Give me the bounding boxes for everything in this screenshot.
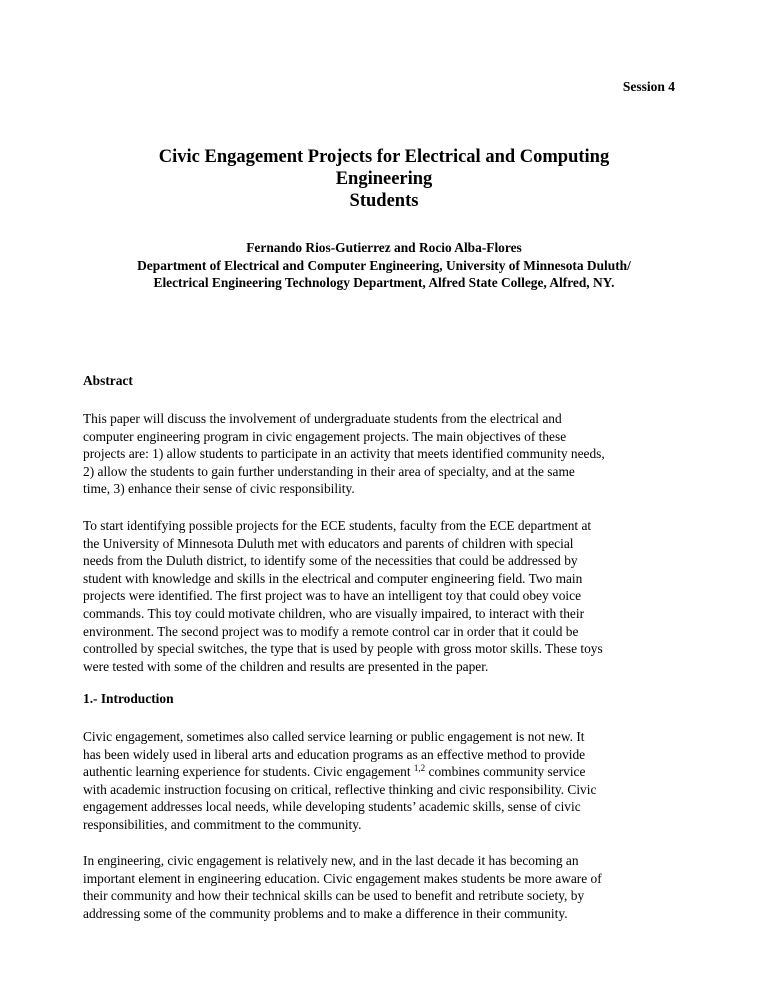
title-line-1: Civic Engagement Projects for Electrical and Computing Engineering	[158, 147, 610, 189]
intro-p1-line3-post: combines community service	[425, 764, 586, 780]
intro-p1-line3-pre: authentic learning experience for students. Civic engagement	[83, 764, 414, 780]
abstract-paragraph-2	[83, 517, 686, 675]
abstract-p1-line: computer engineering program in civic engagement projects. The main objectives of these	[83, 428, 567, 444]
abstract-p2-line: To start identifying possible projects for the ECE students, faculty from the ECE department at	[83, 518, 592, 533]
intro-p1-line	[83, 763, 686, 781]
introduction-paragraph-1	[83, 728, 686, 834]
introduction-heading: 1.- Introduction	[83, 691, 174, 706]
author-block	[70, 239, 698, 292]
abstract-p2-line: needs from the Duluth district, to identify some of the necessities that could be addressed by	[83, 553, 578, 569]
intro-p1-line: responsibilities, and commitment to the community.	[83, 816, 362, 832]
author-names: Fernando Rios-Gutierrez and Rocio Alba-Flores	[246, 240, 522, 255]
intro-p2-line: their community and how their technical skills can be used to benefit and retribute society, by	[83, 888, 585, 904]
affiliation-line-2: Electrical Engineering Technology Department, Alfred State College, Alfred, NY.	[153, 275, 615, 290]
abstract-p2-line: the University of Minnesota Duluth met with educators and parents of children with special	[83, 535, 574, 551]
abstract-p2-line: environment. The second project was to modify a remote control car in order that it could be	[83, 623, 579, 639]
session-label: Session 4	[622, 79, 675, 94]
abstract-p1-line: time, 3) enhance their sense of civic responsibility.	[83, 481, 355, 497]
paper-title	[110, 146, 658, 212]
abstract-p2-line: student with knowledge and skills in the electrical and computer engineering field. Two main	[83, 570, 583, 586]
intro-p1-line: with academic instruction focusing on critical, reflective thinking and civic responsibility. Civic	[83, 781, 597, 797]
abstract-p2-line: projects were identified. The first project was to have an intelligent toy that could obey voice	[83, 588, 582, 604]
abstract-p1-line: projects are: 1) allow students to participate in an activity that meets identified community needs,	[83, 446, 605, 462]
title-line-2: Students	[349, 191, 419, 211]
affiliation-line-1: Department of Electrical and Computer Engineering, University of Minnesota Duluth/	[137, 257, 631, 273]
intro-p1-line: Civic engagement, sometimes also called service learning or public engagement is not new. It	[83, 729, 585, 744]
intro-p2-line: addressing some of the community problems and to make a difference in their community.	[83, 905, 568, 921]
intro-p1-line: has been widely used in liberal arts and education programs as an effective method to provide	[83, 746, 586, 762]
abstract-p2-line: controlled by special switches, the type that is used by people with gross motor skills. These toys	[83, 641, 603, 657]
abstract-p2-line: were tested with some of the children and results are presented in the paper.	[83, 658, 489, 674]
abstract-p1-line: This paper will discuss the involvement of undergraduate students from the electrical and	[83, 411, 562, 426]
introduction-paragraph-2	[83, 852, 686, 922]
abstract-paragraph-1	[83, 410, 686, 498]
abstract-p2-line: commands. This toy could motivate children, who are visually impaired, to interact with their	[83, 605, 585, 621]
intro-p2-line: important element in engineering education. Civic engagement makes students be more aware of	[83, 870, 602, 886]
intro-p1-line: engagement addresses local needs, while developing students’ academic skills, sense of civic	[83, 799, 581, 815]
intro-p2-line: In engineering, civic engagement is relatively new, and in the last decade it has becoming an	[83, 853, 579, 868]
citation-superscript: 1,2	[413, 763, 426, 774]
abstract-heading: Abstract	[83, 373, 133, 388]
abstract-p1-line: 2) allow the students to gain further understanding in their area of specialty, and at the same	[83, 463, 575, 479]
